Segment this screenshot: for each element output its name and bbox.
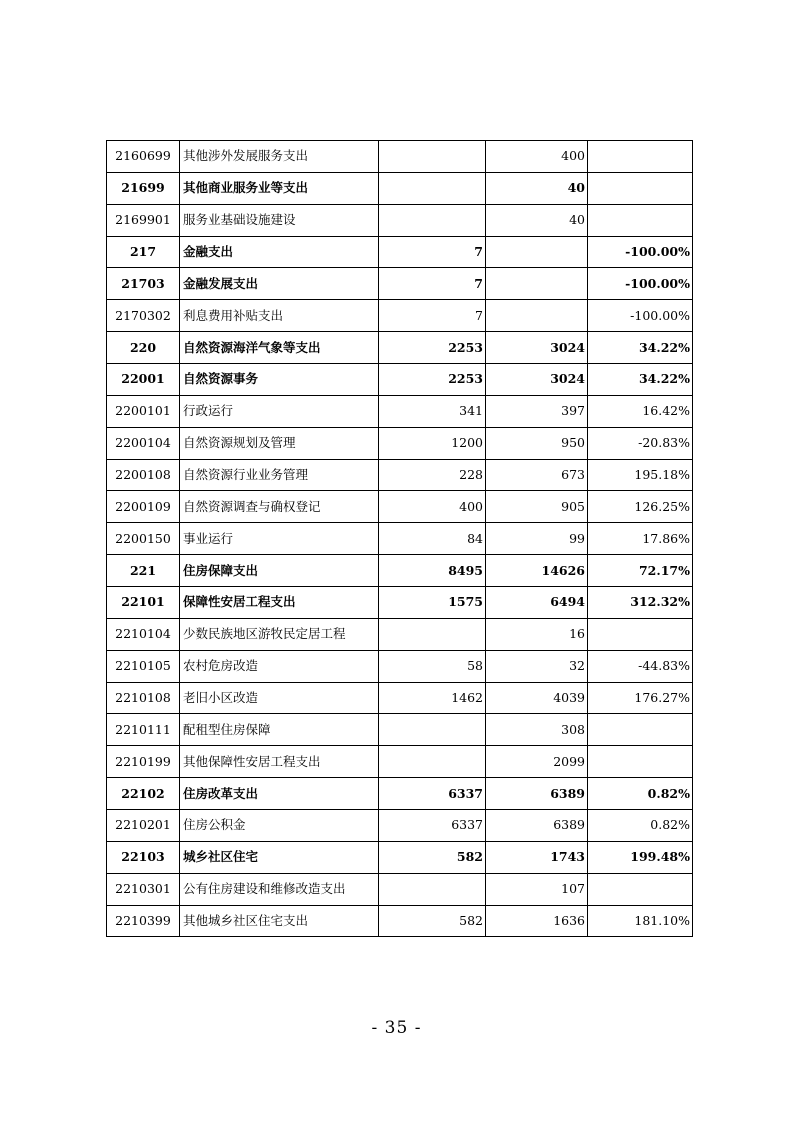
cell-curr-amount: 3024 (486, 332, 588, 364)
cell-prev-amount (379, 172, 486, 204)
cell-curr-amount (486, 236, 588, 268)
table-row (107, 236, 693, 268)
cell-change-pct: 34.22% (588, 332, 693, 364)
cell-curr-amount: 4039 (486, 682, 588, 714)
cell-name: 住房保障支出 (180, 555, 379, 587)
cell-change-pct: -100.00% (588, 236, 693, 268)
table-row (107, 555, 693, 587)
table-row (107, 841, 693, 873)
cell-name: 少数民族地区游牧民定居工程 (180, 618, 379, 650)
cell-curr-amount: 99 (486, 523, 588, 555)
table-row (107, 491, 693, 523)
cell-curr-amount: 16 (486, 618, 588, 650)
cell-name: 自然资源调查与确权登记 (180, 491, 379, 523)
table-row (107, 204, 693, 236)
cell-change-pct: 0.82% (588, 778, 693, 810)
cell-prev-amount: 341 (379, 395, 486, 427)
cell-code: 2200108 (107, 459, 180, 491)
table-row (107, 810, 693, 842)
cell-name: 自然资源海洋气象等支出 (180, 332, 379, 364)
cell-name: 行政运行 (180, 395, 379, 427)
cell-code: 217 (107, 236, 180, 268)
cell-curr-amount: 40 (486, 172, 588, 204)
cell-prev-amount: 2253 (379, 332, 486, 364)
cell-code: 221 (107, 555, 180, 587)
table-row (107, 778, 693, 810)
cell-curr-amount: 400 (486, 141, 588, 173)
cell-name: 老旧小区改造 (180, 682, 379, 714)
table-row (107, 618, 693, 650)
table-row (107, 427, 693, 459)
budget-table-body (107, 141, 693, 937)
cell-change-pct: 176.27% (588, 682, 693, 714)
cell-prev-amount: 7 (379, 268, 486, 300)
cell-name: 自然资源行业业务管理 (180, 459, 379, 491)
cell-change-pct: 195.18% (588, 459, 693, 491)
cell-change-pct (588, 714, 693, 746)
cell-change-pct (588, 746, 693, 778)
cell-code: 2200150 (107, 523, 180, 555)
cell-prev-amount: 1575 (379, 587, 486, 619)
table-row (107, 459, 693, 491)
cell-prev-amount (379, 873, 486, 905)
cell-code: 2160699 (107, 141, 180, 173)
cell-curr-amount: 1636 (486, 905, 588, 937)
cell-curr-amount: 3024 (486, 364, 588, 396)
cell-curr-amount: 32 (486, 650, 588, 682)
cell-name: 利息费用补贴支出 (180, 300, 379, 332)
cell-curr-amount: 6494 (486, 587, 588, 619)
cell-curr-amount: 1743 (486, 841, 588, 873)
cell-prev-amount (379, 618, 486, 650)
cell-code: 2200109 (107, 491, 180, 523)
cell-curr-amount (486, 268, 588, 300)
cell-code: 22103 (107, 841, 180, 873)
cell-prev-amount: 7 (379, 236, 486, 268)
cell-change-pct (588, 172, 693, 204)
cell-change-pct (588, 204, 693, 236)
cell-prev-amount (379, 204, 486, 236)
cell-name: 金融发展支出 (180, 268, 379, 300)
table-row (107, 395, 693, 427)
table-row (107, 873, 693, 905)
cell-change-pct: -100.00% (588, 268, 693, 300)
table-row (107, 650, 693, 682)
cell-code: 21699 (107, 172, 180, 204)
cell-name: 其他涉外发展服务支出 (180, 141, 379, 173)
cell-prev-amount: 582 (379, 905, 486, 937)
cell-curr-amount: 2099 (486, 746, 588, 778)
cell-change-pct: 126.25% (588, 491, 693, 523)
table-row (107, 905, 693, 937)
cell-name: 服务业基础设施建设 (180, 204, 379, 236)
cell-code: 2210104 (107, 618, 180, 650)
cell-code: 2169901 (107, 204, 180, 236)
cell-prev-amount (379, 714, 486, 746)
cell-name: 自然资源事务 (180, 364, 379, 396)
cell-change-pct: 72.17% (588, 555, 693, 587)
table-row (107, 746, 693, 778)
cell-code: 2210201 (107, 810, 180, 842)
cell-change-pct: -44.83% (588, 650, 693, 682)
cell-prev-amount: 7 (379, 300, 486, 332)
cell-code: 2210399 (107, 905, 180, 937)
cell-name: 自然资源规划及管理 (180, 427, 379, 459)
cell-curr-amount: 40 (486, 204, 588, 236)
cell-prev-amount: 582 (379, 841, 486, 873)
cell-curr-amount: 950 (486, 427, 588, 459)
cell-code: 2170302 (107, 300, 180, 332)
cell-change-pct: 16.42% (588, 395, 693, 427)
page-number: - 35 - (371, 1018, 422, 1038)
cell-name: 公有住房建设和维修改造支出 (180, 873, 379, 905)
cell-prev-amount: 400 (379, 491, 486, 523)
cell-name: 事业运行 (180, 523, 379, 555)
cell-change-pct: 17.86% (588, 523, 693, 555)
table-row (107, 587, 693, 619)
cell-name: 其他城乡社区住宅支出 (180, 905, 379, 937)
table-row (107, 268, 693, 300)
cell-change-pct: 34.22% (588, 364, 693, 396)
table-row (107, 714, 693, 746)
cell-code: 2210111 (107, 714, 180, 746)
cell-code: 22102 (107, 778, 180, 810)
cell-prev-amount: 1200 (379, 427, 486, 459)
cell-change-pct: 0.82% (588, 810, 693, 842)
table-row (107, 141, 693, 173)
cell-code: 22101 (107, 587, 180, 619)
cell-prev-amount (379, 746, 486, 778)
cell-curr-amount: 673 (486, 459, 588, 491)
cell-prev-amount: 1462 (379, 682, 486, 714)
cell-name: 保障性安居工程支出 (180, 587, 379, 619)
cell-name: 其他保障性安居工程支出 (180, 746, 379, 778)
cell-change-pct: -20.83% (588, 427, 693, 459)
cell-prev-amount (379, 141, 486, 173)
cell-change-pct (588, 618, 693, 650)
cell-change-pct (588, 873, 693, 905)
cell-curr-amount: 6389 (486, 778, 588, 810)
cell-code: 2210301 (107, 873, 180, 905)
cell-code: 2200101 (107, 395, 180, 427)
cell-prev-amount: 84 (379, 523, 486, 555)
cell-curr-amount: 905 (486, 491, 588, 523)
cell-code: 22001 (107, 364, 180, 396)
cell-name: 配租型住房保障 (180, 714, 379, 746)
cell-name: 农村危房改造 (180, 650, 379, 682)
cell-curr-amount: 308 (486, 714, 588, 746)
cell-curr-amount: 14626 (486, 555, 588, 587)
cell-name: 金融支出 (180, 236, 379, 268)
cell-change-pct: 312.32% (588, 587, 693, 619)
cell-name: 其他商业服务业等支出 (180, 172, 379, 204)
cell-prev-amount: 8495 (379, 555, 486, 587)
table-row (107, 523, 693, 555)
cell-change-pct: -100.00% (588, 300, 693, 332)
cell-prev-amount: 6337 (379, 810, 486, 842)
budget-table (106, 140, 693, 937)
table-row (107, 172, 693, 204)
table-row (107, 682, 693, 714)
cell-name: 住房改革支出 (180, 778, 379, 810)
cell-prev-amount: 228 (379, 459, 486, 491)
cell-code: 21703 (107, 268, 180, 300)
cell-code: 220 (107, 332, 180, 364)
cell-code: 2210108 (107, 682, 180, 714)
cell-code: 2210199 (107, 746, 180, 778)
cell-curr-amount: 107 (486, 873, 588, 905)
cell-code: 2210105 (107, 650, 180, 682)
cell-change-pct: 199.48% (588, 841, 693, 873)
cell-change-pct: 181.10% (588, 905, 693, 937)
cell-prev-amount: 6337 (379, 778, 486, 810)
table-row (107, 300, 693, 332)
cell-curr-amount: 6389 (486, 810, 588, 842)
cell-prev-amount: 2253 (379, 364, 486, 396)
table-row (107, 332, 693, 364)
cell-change-pct (588, 141, 693, 173)
cell-code: 2200104 (107, 427, 180, 459)
cell-name: 城乡社区住宅 (180, 841, 379, 873)
cell-prev-amount: 58 (379, 650, 486, 682)
cell-curr-amount: 397 (486, 395, 588, 427)
cell-name: 住房公积金 (180, 810, 379, 842)
table-row (107, 364, 693, 396)
cell-curr-amount (486, 300, 588, 332)
